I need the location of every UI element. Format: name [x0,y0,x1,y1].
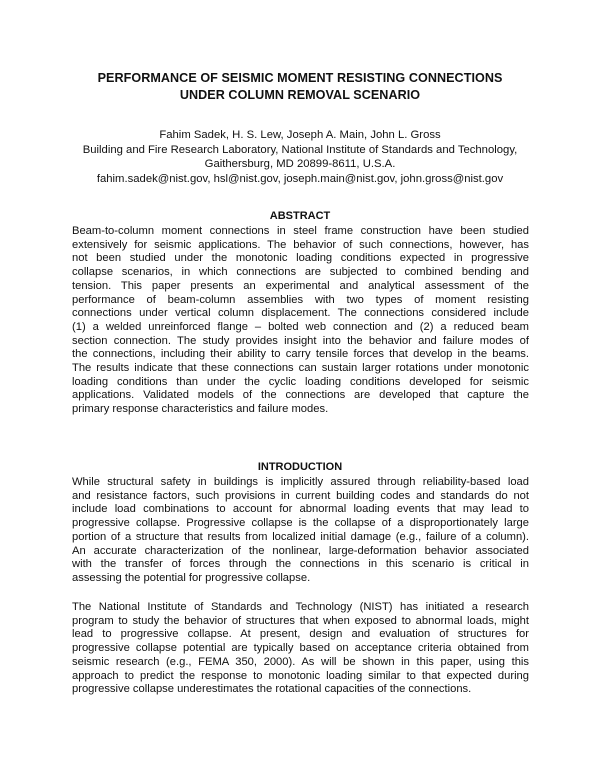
intro-line: progressive collapse. Progressive collapse is the collapse of a disproportionately large [72,517,529,530]
abstract-body [72,225,529,417]
author-emails: fahim.sadek@nist.gov, hsl@nist.gov, joseph.main@nist.gov, john.gross@nist.gov [96,172,504,185]
abstract-line: section connection. The study provides insight into the behavior and failure modes of [72,334,529,347]
abstract-line: the connections, including their ability to carry tensile forces that develop in the beams. [72,348,529,361]
abstract-line: collapse scenarios, in which connections are subjected to combined bending and [72,266,529,279]
intro-line: with the transfer of forces through the connections in this scenario is critical in [72,558,529,571]
abstract-heading: ABSTRACT [269,210,331,222]
abstract-line: primary response characteristics and failure modes. [72,403,329,416]
intro-line: The National Institute of Standards and Technology (NIST) has initiated a research [72,601,529,613]
intro-line: seismic research (e.g., FEMA 350, 2000). As will be shown in this paper, using this [72,655,529,668]
intro-line: lead to progressive collapse. At present, design and evaluation of structures for [72,628,529,641]
paper-title [60,70,540,104]
author-names: Fahim Sadek, H. S. Lew, Joseph A. Main, John L. Gross [159,129,441,141]
intro-line: While structural safety in buildings is implicitly assured through reliability-based load [72,476,529,488]
affiliation-line-2: Gaithersburg, MD 20899-8611, U.S.A. [204,158,396,171]
abstract-line: connections under vertical column displacement. The connections considered include [72,307,529,320]
abstract-line: tension. This paper presents an experimental and analytical assessment of the [72,279,529,292]
intro-line: progressive collapse potential are typically based on acceptance criteria obtained from [72,642,529,655]
abstract-line: Beam-to-column moment connections in steel frame construction have been studied [72,225,529,237]
abstract-line: (1) a welded unreinforced flange – bolted web connection and (2) a reduced beam [72,320,529,333]
title-line-2: UNDER COLUMN REMOVAL SCENARIO [179,88,421,102]
title-line-1: PERFORMANCE OF SEISMIC MOMENT RESISTING CONNECTIONS [97,71,503,85]
author-block [50,128,550,186]
abstract-line: extensively for seismic applications. The behavior of such connections, however, has [72,238,529,251]
introduction-paragraph-1 [72,476,529,586]
abstract-line: performance of beam-column assemblies with two types of moment resisting [72,293,529,306]
intro-line: approach to predict the response to monotonic loading similar to that expected during [72,669,529,682]
affiliation-line-1: Building and Fire Research Laboratory, National Institute of Standards and Technology, [82,143,518,156]
intro-line: assessing the potential for progressive collapse. [72,571,311,584]
abstract-line: applications. Validated models of the connections are developed that capture the [72,389,529,402]
intro-line: program to study the behavior of structures that when exposed to abnormal loads, might [72,614,529,627]
intro-line: An accurate characterization of the nonlinear, large-deformation behavior associated [72,544,529,557]
intro-line: and resistance factors, such provisions in current building codes and standards do not [72,489,529,502]
introduction-heading: INTRODUCTION [257,461,343,473]
intro-line: include load combinations to account for abnormal loading events that may lead to [72,503,529,516]
intro-line: progressive collapse underestimates the rotational capacities of the connections. [72,683,472,696]
abstract-line: loading conditions than under the cyclic loading conditions developed for seismic [72,375,529,388]
introduction-paragraph-2 [72,601,529,697]
abstract-line: not been studied under the monotonic loading conditions expected in progressive [72,252,529,265]
intro-line: portion of a structure that results from localized initial damage (e.g., failure of a column). [72,530,529,543]
abstract-line: The results indicate that these connections can sustain larger rotations under monotonic [72,362,529,375]
